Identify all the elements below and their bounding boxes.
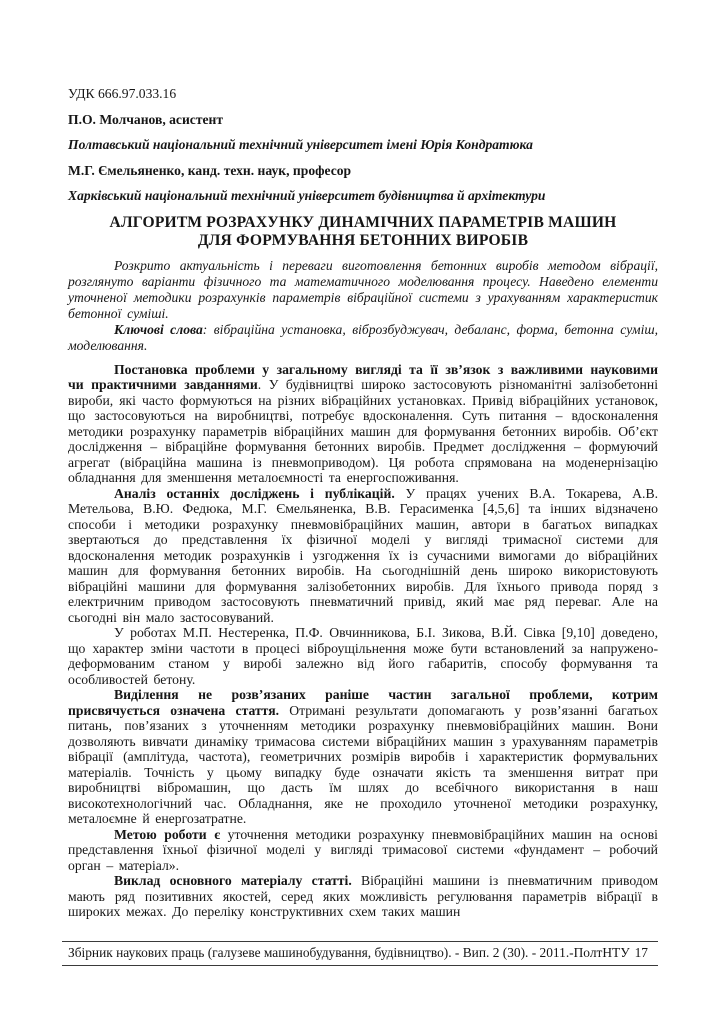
paragraph-text: Отримані результати допомагають у розв’язанні багатьох питань, пов’язаних з уточненням методики розрахунку пневмовібраційних машин. Вони дозволяють вивчати динаміку тримасова системи вібраційних машин з урахуванням параметрів вібрації (амплітуда, частота), геометричних розмірів виробів і характеристик формувальних матеріалів. Точність у цьому випадку буде означати якість та зменшення витрат при виробництві вібромашин, що дасть їм шлях до всебічного використання в наш високотехнологічний час. Обладнання, яке не проходило уточненої методики розрахунку, металоємне й енергозатратне.: [68, 702, 658, 826]
paragraph-main-material: [68, 873, 658, 920]
article-content: [68, 86, 658, 920]
page-footer: [62, 941, 658, 966]
paragraph-recent-research: [68, 486, 658, 626]
author-2-affiliation: Харківський національний технічний університет будівництва й архітектури: [68, 188, 546, 203]
paragraph-text: . У будівництві широко застосовують різноманітні залізобетонні вироби, які часто формуються на різних вібраційних установках. Привід вібраційних установок, що застосовуються на виробництві, потребує вдосконалення. Суть питання – вдосконалення методики розрахунку параметрів вібраційних машин для формування бетонних виробів. Об’єкт дослідження – вібраційне формування бетонних виробів. Предмет дослідження – формуючий агрегат (вібраційна машина із пневмоприводом). Ця робота спрямована на моденернізацію обладнання для зменшення металоємності та енергоспоживання.: [68, 377, 658, 485]
paragraph-lead: Метою роботи є: [114, 826, 221, 842]
paragraph-text: У працях учених В.А. Токарева, А.В. Метельова, В.Ю. Федюка, М.Г. Ємельяненка, В.В. Герасименка [4,5,6] та інших відзначено способи і методики розрахунку пневмовібраційних машин, автори в багатьох випадках звертаються до представлення їх фізичної моделі у вигляді тримасної системи для вдосконалення методик розрахунків і узгодження їх із сучасними вимогами до вібраційних машин для формування бетонних виробів. На сьогоднішній день широко використовують вібраційні машини для формування залізобетонних виробів. Для їхнього привода поряд з електричним приводом застосовують пневматичний привід, який має ряд переваг. Але на сьогодні він мало застосовуваний.: [68, 485, 658, 625]
author-2-name: М.Г. Ємельяненко, канд. техн. наук, професор: [68, 162, 352, 178]
paragraph-work-goal: [68, 827, 658, 874]
author-1-affiliation: Полтавський національний технічний університет імені Юрія Кондратюка: [68, 137, 533, 152]
paragraph-prior-works: [68, 625, 658, 687]
paragraph-text: уточнення методики розрахунку пневмовібраційних машин на основі представлення їхньої фізичної моделі у вигляді тримасової системи «фундамент – робочий орган – матеріал».: [68, 826, 658, 873]
article-title-line-2: ДЛЯ ФОРМУВАННЯ БЕТОННИХ ВИРОБІВ: [197, 232, 529, 249]
paragraph-problem-statement: [68, 362, 658, 486]
abstract-section: [68, 258, 658, 354]
paragraph-lead: Виклад основного матеріалу статті.: [114, 873, 352, 888]
article-title-line-1: АЛГОРИТМ РОЗРАХУНКУ ДИНАМІЧНИХ ПАРАМЕТРІВ МАШИН: [109, 213, 617, 231]
keywords-line: [68, 322, 658, 354]
paragraph-lead: Виділення не розв’язаних раніше частин загальної проблеми, котрим присвячується означена стаття.: [68, 687, 658, 718]
footer-journal-info: Збірник наукових праць (галузеве машинобудування, будівництво). - Вип. 2 (30). - 2011.-ПолтНТУ: [68, 945, 630, 960]
page-number: 17: [634, 945, 648, 960]
author-1-name: П.О. Молчанов, асистент: [68, 111, 224, 127]
article-body: [68, 362, 658, 920]
udk-code: УДК 666.97.033.16: [68, 86, 177, 101]
article-title: [68, 214, 658, 251]
paragraph-lead: Аналіз останніх досліджень і публікацій.: [114, 485, 395, 501]
abstract-text: Розкрито актуальність і переваги виготовлення бетонних виробів методом вібрації, розглянуто варіанти фізичного та математичного моделювання процесу. Наведено елементи уточненої методики розрахунків параметрів вібраційної системи з урахуванням характеристик бетонної суміші.: [68, 257, 658, 321]
keywords-label: Ключові слова: [114, 321, 203, 337]
keywords-list: : вібраційна установка, віброзбуджувач, дебаланс, форма, бетонна суміш, моделювання.: [68, 321, 659, 353]
paragraph-lead: Постановка проблеми у загальному вигляді та її зв’язок з важливими науковими чи практичними завданнями: [68, 361, 658, 392]
paragraph-text: У роботах М.П. Нестеренка, П.Ф. Овчинникова, Б.І. Зикова, В.Й. Сівка [9,10] доведено, що характер зміни частоти в процесі віброущільнення може бути встановлений за напружено-деформованим станом у виробі залежно від його габаритів, способу формування та особливостей бетону.: [68, 625, 658, 687]
paragraph-text: Вібраційні машини із пневматичним приводом мають ряд позитивних якостей, серед яких можливість регулювання параметрів вібрації в широких межах. До переліку конструктивних схем таких машин: [68, 873, 658, 919]
paragraph-unsolved-parts: [68, 687, 658, 827]
